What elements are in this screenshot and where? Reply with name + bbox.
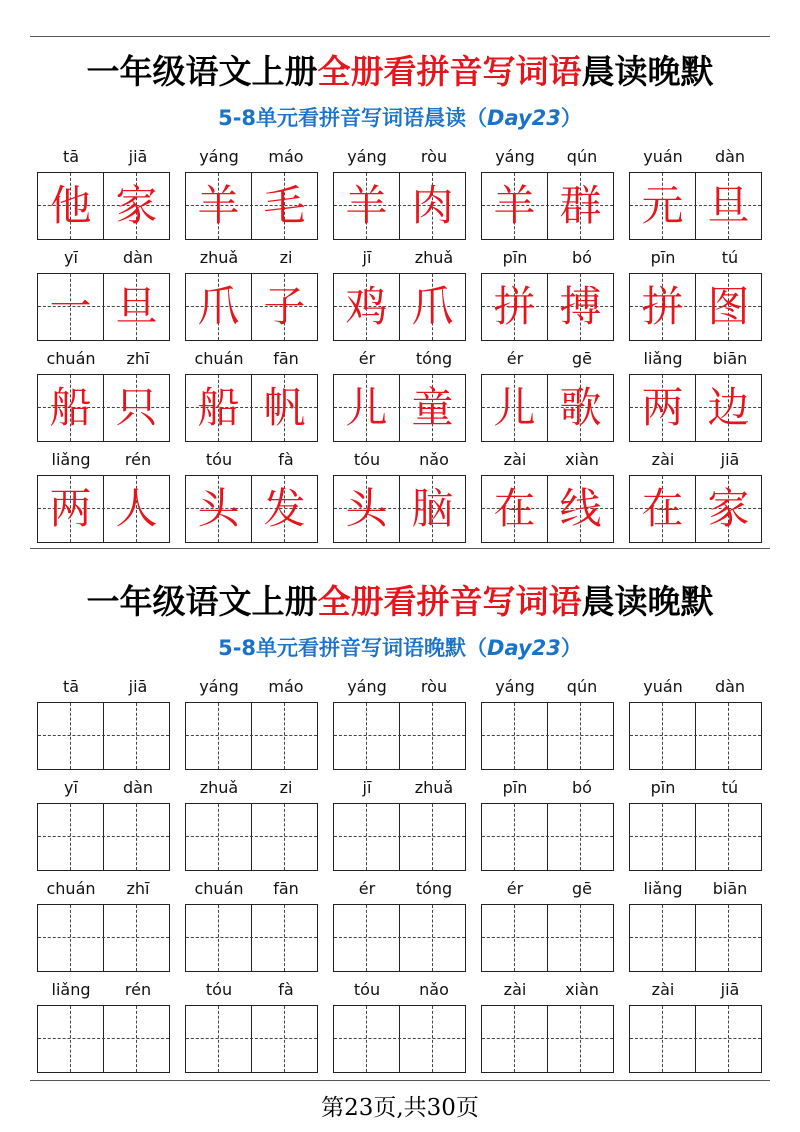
pinyin-2: tú [721, 778, 739, 797]
hanzi-1: 羊 [493, 181, 536, 230]
pinyin-2: nǎo [419, 450, 449, 469]
pinyin-1: tóu [205, 980, 233, 999]
word-item [37, 146, 172, 246]
hanzi-1: 爪 [197, 282, 240, 331]
guide-line [284, 804, 285, 870]
guide-line [514, 703, 515, 769]
word-item [481, 878, 616, 978]
guide-line [334, 1038, 465, 1039]
hanzi-1: 儿 [493, 383, 536, 432]
tianzi-box[interactable] [629, 1005, 762, 1073]
cell-divider [251, 905, 252, 971]
hanzi-2: 线 [559, 484, 602, 533]
tianzi-box[interactable] [481, 1005, 614, 1073]
pinyin-1: yáng [495, 147, 535, 166]
tianzi-box [629, 172, 762, 240]
word-item [185, 247, 320, 347]
evening-subtitle: 5-8单元看拼音写词语晚默（Day23） [218, 636, 582, 660]
pinyin-2: xiàn [565, 450, 599, 469]
guide-line [70, 703, 71, 769]
word-item [333, 247, 468, 347]
guide-line [186, 836, 317, 837]
pinyin-2: bó [572, 778, 592, 797]
tianzi-box [333, 172, 466, 240]
pinyin-2: dàn [122, 778, 154, 797]
pinyin-1: zhuǎ [199, 248, 239, 267]
guide-line [70, 1006, 71, 1072]
word-item [629, 979, 764, 1079]
tianzi-box[interactable] [481, 803, 614, 871]
hanzi-1: 两 [49, 484, 92, 533]
word-item [629, 247, 764, 347]
pinyin-1: liǎng [51, 450, 91, 469]
tianzi-box [333, 273, 466, 341]
pinyin-2: zi [279, 778, 293, 797]
tianzi-box [481, 475, 614, 543]
word-item [481, 146, 616, 246]
word-item [185, 777, 320, 877]
hanzi-1: 两 [641, 383, 684, 432]
pinyin-1: liǎng [643, 879, 683, 898]
pinyin-2: dàn [122, 248, 154, 267]
evening-title: 一年级语文上册全册看拼音写词语晨读晚默 [86, 582, 714, 621]
tianzi-box[interactable] [37, 1005, 170, 1073]
pinyin-2: zi [279, 248, 293, 267]
hanzi-1: 元 [641, 181, 684, 230]
guide-line [38, 1038, 169, 1039]
guide-line [218, 1006, 219, 1072]
pinyin-2: biān [712, 879, 748, 898]
guide-line [514, 804, 515, 870]
hanzi-2: 人 [115, 484, 158, 533]
guide-line [662, 1006, 663, 1072]
cell-divider [399, 905, 400, 971]
pinyin-1: tā [62, 147, 80, 166]
cell-divider [695, 1006, 696, 1072]
pinyin-2: máo [268, 677, 304, 696]
word-item [481, 676, 616, 776]
guide-line [482, 937, 613, 938]
tianzi-box [185, 273, 318, 341]
guide-line [630, 1038, 761, 1039]
guide-line [38, 937, 169, 938]
guide-line [662, 905, 663, 971]
guide-line [366, 1006, 367, 1072]
pinyin-2: xiàn [565, 980, 599, 999]
word-item [333, 777, 468, 877]
pinyin-1: yáng [199, 677, 239, 696]
pinyin-1: yī [64, 778, 78, 797]
word-item [333, 449, 468, 549]
hanzi-1: 头 [197, 484, 240, 533]
tianzi-box[interactable] [481, 702, 614, 770]
tianzi-box [333, 374, 466, 442]
guide-line [186, 937, 317, 938]
tianzi-box [37, 273, 170, 341]
pinyin-2: tú [721, 248, 739, 267]
guide-line [580, 1006, 581, 1072]
pinyin-2: zhī [126, 349, 150, 368]
word-item [481, 777, 616, 877]
cell-divider [103, 905, 104, 971]
pinyin-1: zài [503, 450, 527, 469]
pinyin-1: tóu [353, 980, 381, 999]
word-item [629, 676, 764, 776]
cell-divider [103, 804, 104, 870]
pinyin-2: ròu [420, 147, 448, 166]
tianzi-box [37, 374, 170, 442]
pinyin-1: tóu [205, 450, 233, 469]
hanzi-2: 歌 [559, 383, 602, 432]
hanzi-2: 群 [559, 181, 602, 230]
guide-line [630, 836, 761, 837]
pinyin-2: fà [278, 450, 294, 469]
cell-divider [695, 703, 696, 769]
guide-line [728, 905, 729, 971]
cell-divider [251, 1006, 252, 1072]
word-item [185, 449, 320, 549]
hanzi-2: 肉 [411, 181, 454, 230]
pinyin-2: rén [124, 980, 152, 999]
guide-line [482, 1038, 613, 1039]
pinyin-2: nǎo [419, 980, 449, 999]
guide-line [728, 804, 729, 870]
bottom-rule [30, 1080, 770, 1081]
pinyin-1: yuán [643, 147, 683, 166]
tianzi-box[interactable] [333, 1005, 466, 1073]
guide-line [70, 905, 71, 971]
pinyin-2: gē [572, 349, 592, 368]
hanzi-2: 毛 [263, 181, 306, 230]
word-row [0, 777, 800, 877]
pinyin-1: yáng [495, 677, 535, 696]
hanzi-2: 发 [263, 484, 306, 533]
pinyin-2: rén [124, 450, 152, 469]
pinyin-1: ér [358, 349, 376, 368]
guide-line [218, 703, 219, 769]
pinyin-1: yáng [199, 147, 239, 166]
tianzi-box [481, 273, 614, 341]
tianzi-box[interactable] [629, 702, 762, 770]
guide-line [366, 905, 367, 971]
hanzi-2: 只 [115, 383, 158, 432]
word-item [185, 979, 320, 1079]
word-item [185, 676, 320, 776]
guide-line [514, 1006, 515, 1072]
word-item [185, 146, 320, 246]
pinyin-1: jī [362, 778, 372, 797]
hanzi-1: 他 [49, 181, 92, 230]
middle-rule [30, 548, 770, 549]
guide-line [284, 703, 285, 769]
tianzi-box [333, 475, 466, 543]
cell-divider [695, 905, 696, 971]
tianzi-box [185, 374, 318, 442]
word-item [185, 348, 320, 448]
guide-line [728, 703, 729, 769]
guide-line [284, 905, 285, 971]
guide-line [662, 804, 663, 870]
guide-line [432, 703, 433, 769]
guide-line [136, 905, 137, 971]
cell-divider [399, 804, 400, 870]
word-item [333, 146, 468, 246]
guide-line [630, 937, 761, 938]
pinyin-1: chuán [194, 349, 244, 368]
tianzi-box [629, 475, 762, 543]
hanzi-1: 羊 [197, 181, 240, 230]
guide-line [514, 905, 515, 971]
word-item [481, 348, 616, 448]
tianzi-box [481, 374, 614, 442]
hanzi-2: 旦 [707, 181, 750, 230]
word-item [481, 449, 616, 549]
tianzi-box[interactable] [185, 702, 318, 770]
cell-divider [547, 905, 548, 971]
word-row [0, 247, 800, 347]
hanzi-1: 鸡 [345, 282, 388, 331]
pinyin-2: qún [566, 677, 598, 696]
guide-line [70, 804, 71, 870]
pinyin-1: pīn [502, 248, 528, 267]
word-item [37, 676, 172, 776]
cell-divider [399, 703, 400, 769]
pinyin-1: yáng [347, 147, 387, 166]
pinyin-1: chuán [46, 349, 96, 368]
pinyin-1: chuán [46, 879, 96, 898]
hanzi-2: 家 [115, 181, 158, 230]
tianzi-box[interactable] [37, 803, 170, 871]
word-item [629, 146, 764, 246]
tianzi-box[interactable] [185, 803, 318, 871]
tianzi-box[interactable] [185, 1005, 318, 1073]
hanzi-1: 儿 [345, 383, 388, 432]
cell-divider [399, 1006, 400, 1072]
word-item [629, 449, 764, 549]
pinyin-1: chuán [194, 879, 244, 898]
pinyin-1: yáng [347, 677, 387, 696]
hanzi-2: 爪 [411, 282, 454, 331]
hanzi-1: 头 [345, 484, 388, 533]
pinyin-1: yī [64, 248, 78, 267]
guide-line [366, 804, 367, 870]
tianzi-box[interactable] [333, 803, 466, 871]
hanzi-2: 脑 [411, 484, 454, 533]
hanzi-2: 童 [411, 383, 454, 432]
word-item [37, 777, 172, 877]
morning-subtitle: 5-8单元看拼音写词语晨读（Day23） [218, 106, 582, 130]
tianzi-box [629, 374, 762, 442]
tianzi-box[interactable] [333, 904, 466, 972]
tianzi-box [185, 475, 318, 543]
tianzi-box[interactable] [629, 803, 762, 871]
tianzi-box[interactable] [333, 702, 466, 770]
hanzi-2: 搏 [559, 282, 602, 331]
pinyin-2: biān [712, 349, 748, 368]
pinyin-1: pīn [502, 778, 528, 797]
pinyin-1: tóu [353, 450, 381, 469]
hanzi-1: 在 [493, 484, 536, 533]
hanzi-1: 船 [197, 383, 240, 432]
pinyin-2: dàn [714, 147, 746, 166]
pinyin-2: fān [273, 879, 299, 898]
word-row [0, 878, 800, 978]
guide-line [580, 905, 581, 971]
guide-line [432, 804, 433, 870]
guide-line [38, 735, 169, 736]
hanzi-2: 旦 [115, 282, 158, 331]
word-item [37, 348, 172, 448]
word-item [37, 449, 172, 549]
word-item [333, 878, 468, 978]
word-row [0, 348, 800, 448]
word-item [481, 247, 616, 347]
pinyin-1: ér [358, 879, 376, 898]
hanzi-2: 帆 [263, 383, 306, 432]
hanzi-1: 拼 [641, 282, 684, 331]
cell-divider [547, 804, 548, 870]
cell-divider [695, 804, 696, 870]
pinyin-2: jiā [720, 980, 740, 999]
pinyin-2: jiā [128, 677, 148, 696]
guide-line [580, 703, 581, 769]
word-item [481, 979, 616, 1079]
tianzi-box [185, 172, 318, 240]
hanzi-2: 家 [707, 484, 750, 533]
guide-line [186, 735, 317, 736]
word-item [629, 348, 764, 448]
pinyin-2: qún [566, 147, 598, 166]
pinyin-2: zhuǎ [414, 248, 454, 267]
morning-title: 一年级语文上册全册看拼音写词语晨读晚默 [86, 52, 714, 91]
guide-line [334, 836, 465, 837]
guide-line [218, 804, 219, 870]
hanzi-1: 羊 [345, 181, 388, 230]
word-item [185, 878, 320, 978]
guide-line [482, 735, 613, 736]
hanzi-1: 一 [49, 282, 92, 331]
tianzi-box[interactable] [37, 702, 170, 770]
pinyin-2: jiā [720, 450, 740, 469]
hanzi-2: 图 [707, 282, 750, 331]
pinyin-1: zài [651, 980, 675, 999]
word-item [629, 777, 764, 877]
guide-line [432, 1006, 433, 1072]
pinyin-2: tóng [415, 879, 453, 898]
guide-line [136, 804, 137, 870]
guide-line [728, 1006, 729, 1072]
top-rule [30, 36, 770, 37]
pinyin-2: tóng [415, 349, 453, 368]
hanzi-1: 船 [49, 383, 92, 432]
guide-line [662, 703, 663, 769]
tianzi-box[interactable] [629, 904, 762, 972]
pinyin-2: fān [273, 349, 299, 368]
word-item [333, 979, 468, 1079]
word-row [0, 979, 800, 1079]
cell-divider [251, 804, 252, 870]
page-number: 第23页,共30页 [321, 1095, 479, 1121]
tianzi-box [37, 172, 170, 240]
pinyin-2: ròu [420, 677, 448, 696]
cell-divider [547, 703, 548, 769]
tianzi-box [37, 475, 170, 543]
word-row [0, 146, 800, 246]
cell-divider [547, 1006, 548, 1072]
pinyin-1: zhuǎ [199, 778, 239, 797]
pinyin-1: jī [362, 248, 372, 267]
pinyin-1: liǎng [643, 349, 683, 368]
tianzi-box [481, 172, 614, 240]
pinyin-2: dàn [714, 677, 746, 696]
hanzi-1: 在 [641, 484, 684, 533]
hanzi-2: 子 [263, 282, 306, 331]
word-item [37, 878, 172, 978]
pinyin-2: máo [268, 147, 304, 166]
word-item [37, 979, 172, 1079]
guide-line [630, 735, 761, 736]
pinyin-1: pīn [650, 778, 676, 797]
pinyin-1: zài [503, 980, 527, 999]
hanzi-2: 边 [707, 383, 750, 432]
tianzi-box[interactable] [37, 904, 170, 972]
word-item [333, 348, 468, 448]
pinyin-1: zài [651, 450, 675, 469]
word-item [333, 676, 468, 776]
word-row [0, 449, 800, 549]
cell-divider [103, 1006, 104, 1072]
word-item [629, 878, 764, 978]
pinyin-1: yuán [643, 677, 683, 696]
guide-line [432, 905, 433, 971]
guide-line [580, 804, 581, 870]
guide-line [136, 703, 137, 769]
hanzi-1: 拼 [493, 282, 536, 331]
word-item [37, 247, 172, 347]
cell-divider [103, 703, 104, 769]
pinyin-2: zhī [126, 879, 150, 898]
tianzi-box[interactable] [481, 904, 614, 972]
pinyin-2: jiā [128, 147, 148, 166]
guide-line [38, 836, 169, 837]
guide-line [482, 836, 613, 837]
pinyin-2: fà [278, 980, 294, 999]
guide-line [218, 905, 219, 971]
pinyin-1: liǎng [51, 980, 91, 999]
guide-line [366, 703, 367, 769]
tianzi-box [629, 273, 762, 341]
word-row [0, 676, 800, 776]
pinyin-2: bó [572, 248, 592, 267]
pinyin-1: ér [506, 879, 524, 898]
guide-line [334, 735, 465, 736]
pinyin-2: zhuǎ [414, 778, 454, 797]
cell-divider [251, 703, 252, 769]
tianzi-box[interactable] [185, 904, 318, 972]
guide-line [284, 1006, 285, 1072]
pinyin-1: tā [62, 677, 80, 696]
pinyin-2: gē [572, 879, 592, 898]
pinyin-1: pīn [650, 248, 676, 267]
guide-line [136, 1006, 137, 1072]
guide-line [334, 937, 465, 938]
guide-line [186, 1038, 317, 1039]
pinyin-1: ér [506, 349, 524, 368]
